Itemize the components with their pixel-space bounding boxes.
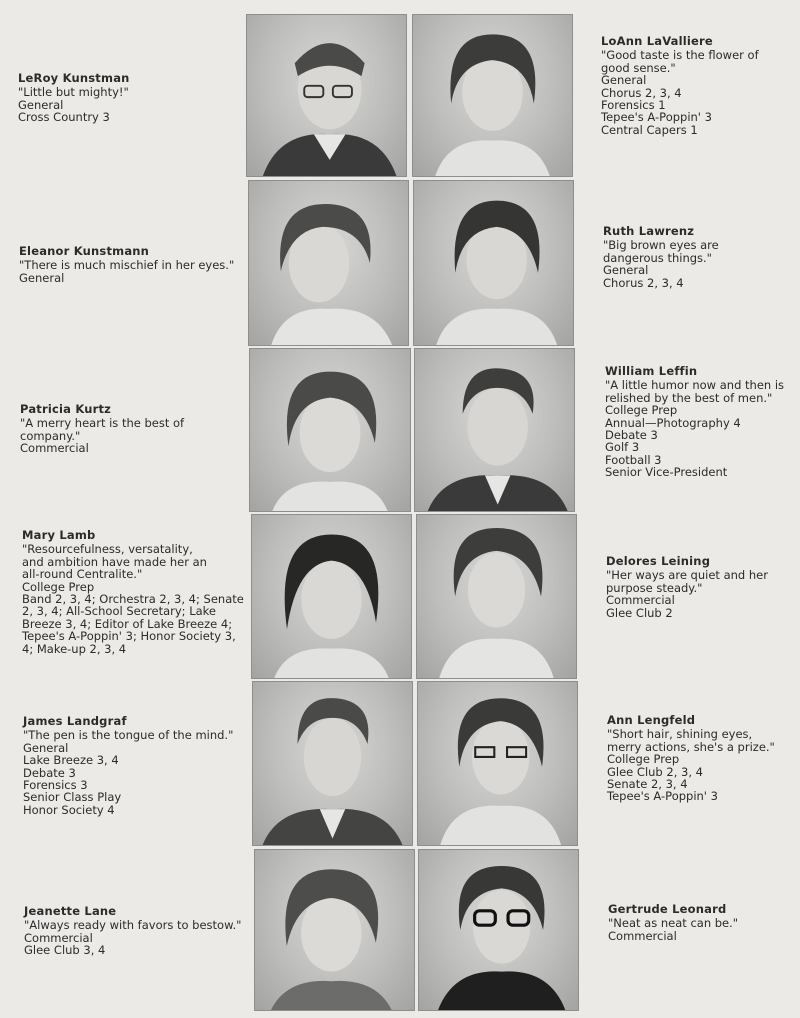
student-entry-left-4 [22, 529, 247, 655]
activity-line: Commercial [20, 441, 89, 456]
student-name: Gertrude Leonard [608, 902, 727, 916]
student-name: LoAnn LaValliere [601, 34, 713, 48]
activity-line: Tepee's A-Poppin' 3 [601, 110, 712, 125]
activity-line: Commercial [606, 593, 675, 608]
activity-line: Commercial [24, 930, 93, 945]
student-name: Jeanette Lane [24, 904, 117, 918]
student-entry-right-6 [608, 903, 788, 942]
student-quote: "Little but mighty!" [18, 85, 129, 100]
activity-line: Cross Country 3 [18, 110, 110, 125]
activity-line: College Prep [605, 403, 678, 418]
student-quote: "Neat as neat can be." [608, 916, 739, 931]
activity-line: Glee Club 3, 4 [24, 943, 106, 958]
student-quote: "Big brown eyes are dangerous things." [603, 238, 719, 265]
student-quote: "Always ready with favors to bestow." [24, 918, 242, 933]
activity-line: Chorus 2, 3, 4 [601, 85, 682, 100]
portrait-female-icon [249, 181, 408, 345]
portrait-female-icon [417, 515, 576, 678]
portrait-photo-6 [414, 348, 575, 512]
activity-line: General [18, 97, 64, 112]
portrait-female-icon [250, 349, 410, 511]
student-quote: "A merry heart is the best of company." [20, 416, 185, 443]
activity-line: Football 3 [605, 452, 662, 467]
activity-line: Chorus 2, 3, 4 [603, 275, 684, 290]
student-entry-right-1 [601, 35, 776, 136]
activity-line: Band 2, 3, 4; Orchestra 2, 3, 4; Senate 2, 3, 4; All-School Secretary; Lake Breeze 3, 4; Editor of Lake Breeze 4; Tepee's A-Poppin' 3; Honor Society 3, 4; Make-up 2, 3, 4 [22, 592, 244, 656]
portrait-photo-7 [251, 514, 412, 679]
student-quote: "Good taste is the flower of good sense." [601, 48, 759, 75]
activity-line: General [603, 263, 649, 278]
activity-line: Forensics 1 [601, 98, 666, 113]
student-name: James Landgraf [23, 714, 127, 728]
activity-line: Senior Class Play [23, 790, 122, 805]
portrait-female-icon [413, 15, 572, 176]
student-quote: "Her ways are quiet and her purpose steady." [606, 568, 768, 595]
activity-line: Central Capers 1 [601, 122, 698, 137]
portrait-female-icon [252, 515, 411, 678]
student-name: Patricia Kurtz [20, 402, 112, 416]
portrait-photo-3 [248, 180, 409, 346]
activity-line: College Prep [607, 752, 680, 767]
portrait-photo-10 [417, 681, 578, 846]
student-entry-left-2 [19, 245, 239, 284]
student-entry-left-5 [23, 715, 248, 816]
activity-line: Golf 3 [605, 440, 640, 455]
activity-line: Senate 2, 3, 4 [607, 777, 688, 792]
portrait-female-glasses-icon [418, 682, 577, 845]
student-name: Ruth Lawrenz [603, 224, 695, 238]
student-entry-right-3 [605, 365, 790, 479]
student-quote: "There is much mischief in her eyes." [19, 258, 235, 273]
activity-line: General [23, 740, 69, 755]
student-name: William Leffin [605, 364, 698, 378]
portrait-female-icon [414, 181, 573, 345]
student-entry-right-4 [606, 555, 786, 619]
activity-line: Glee Club 2 [606, 605, 673, 620]
activity-line: Lake Breeze 3, 4 [23, 753, 119, 768]
student-quote: "Resourcefulness, versatality, and ambition have made her an all-round Centralite." [22, 542, 207, 582]
student-quote: "Short hair, shining eyes, merry actions, she's a prize." [607, 727, 775, 754]
student-entry-left-1 [18, 72, 238, 124]
student-name: Eleanor Kunstmann [19, 244, 150, 258]
student-name: Delores Leining [606, 554, 711, 568]
student-entry-left-6 [24, 905, 249, 957]
student-name: Mary Lamb [22, 528, 96, 542]
student-name: Ann Lengfeld [607, 713, 696, 727]
portrait-photo-9 [252, 681, 413, 846]
portrait-photo-8 [416, 514, 577, 679]
activity-line: General [19, 270, 65, 285]
activity-line: College Prep [22, 579, 95, 594]
portrait-photo-4 [413, 180, 574, 346]
portrait-photo-11 [254, 849, 415, 1011]
student-entry-left-3 [20, 403, 195, 455]
activity-line: Forensics 3 [23, 778, 88, 793]
activity-line: Honor Society 4 [23, 802, 115, 817]
student-entry-right-2 [603, 225, 783, 289]
portrait-male-icon [253, 682, 412, 845]
portrait-photo-12 [418, 849, 579, 1011]
portrait-male-glasses-icon [247, 15, 406, 176]
portrait-photo-5 [249, 348, 411, 512]
activity-line: Tepee's A-Poppin' 3 [607, 789, 718, 804]
portrait-photo-2 [412, 14, 573, 177]
portrait-female-icon [255, 850, 414, 1010]
activity-line: Glee Club 2, 3, 4 [607, 764, 703, 779]
student-quote: "The pen is the tongue of the mind." [23, 728, 234, 743]
student-entry-right-5 [607, 714, 787, 803]
activity-line: Senior Vice-President [605, 465, 728, 480]
portrait-male-icon [415, 349, 574, 511]
portrait-female-glasses-icon [419, 850, 578, 1010]
student-quote: "A little humor now and then is relished by the best of men." [605, 378, 785, 405]
activity-line: General [601, 73, 647, 88]
student-name: LeRoy Kunstman [18, 71, 130, 85]
activity-line: Commercial [608, 928, 677, 943]
activity-line: Annual—Photography 4 [605, 415, 741, 430]
portrait-photo-1 [246, 14, 407, 177]
activity-line: Debate 3 [605, 428, 658, 443]
activity-line: Debate 3 [23, 765, 76, 780]
